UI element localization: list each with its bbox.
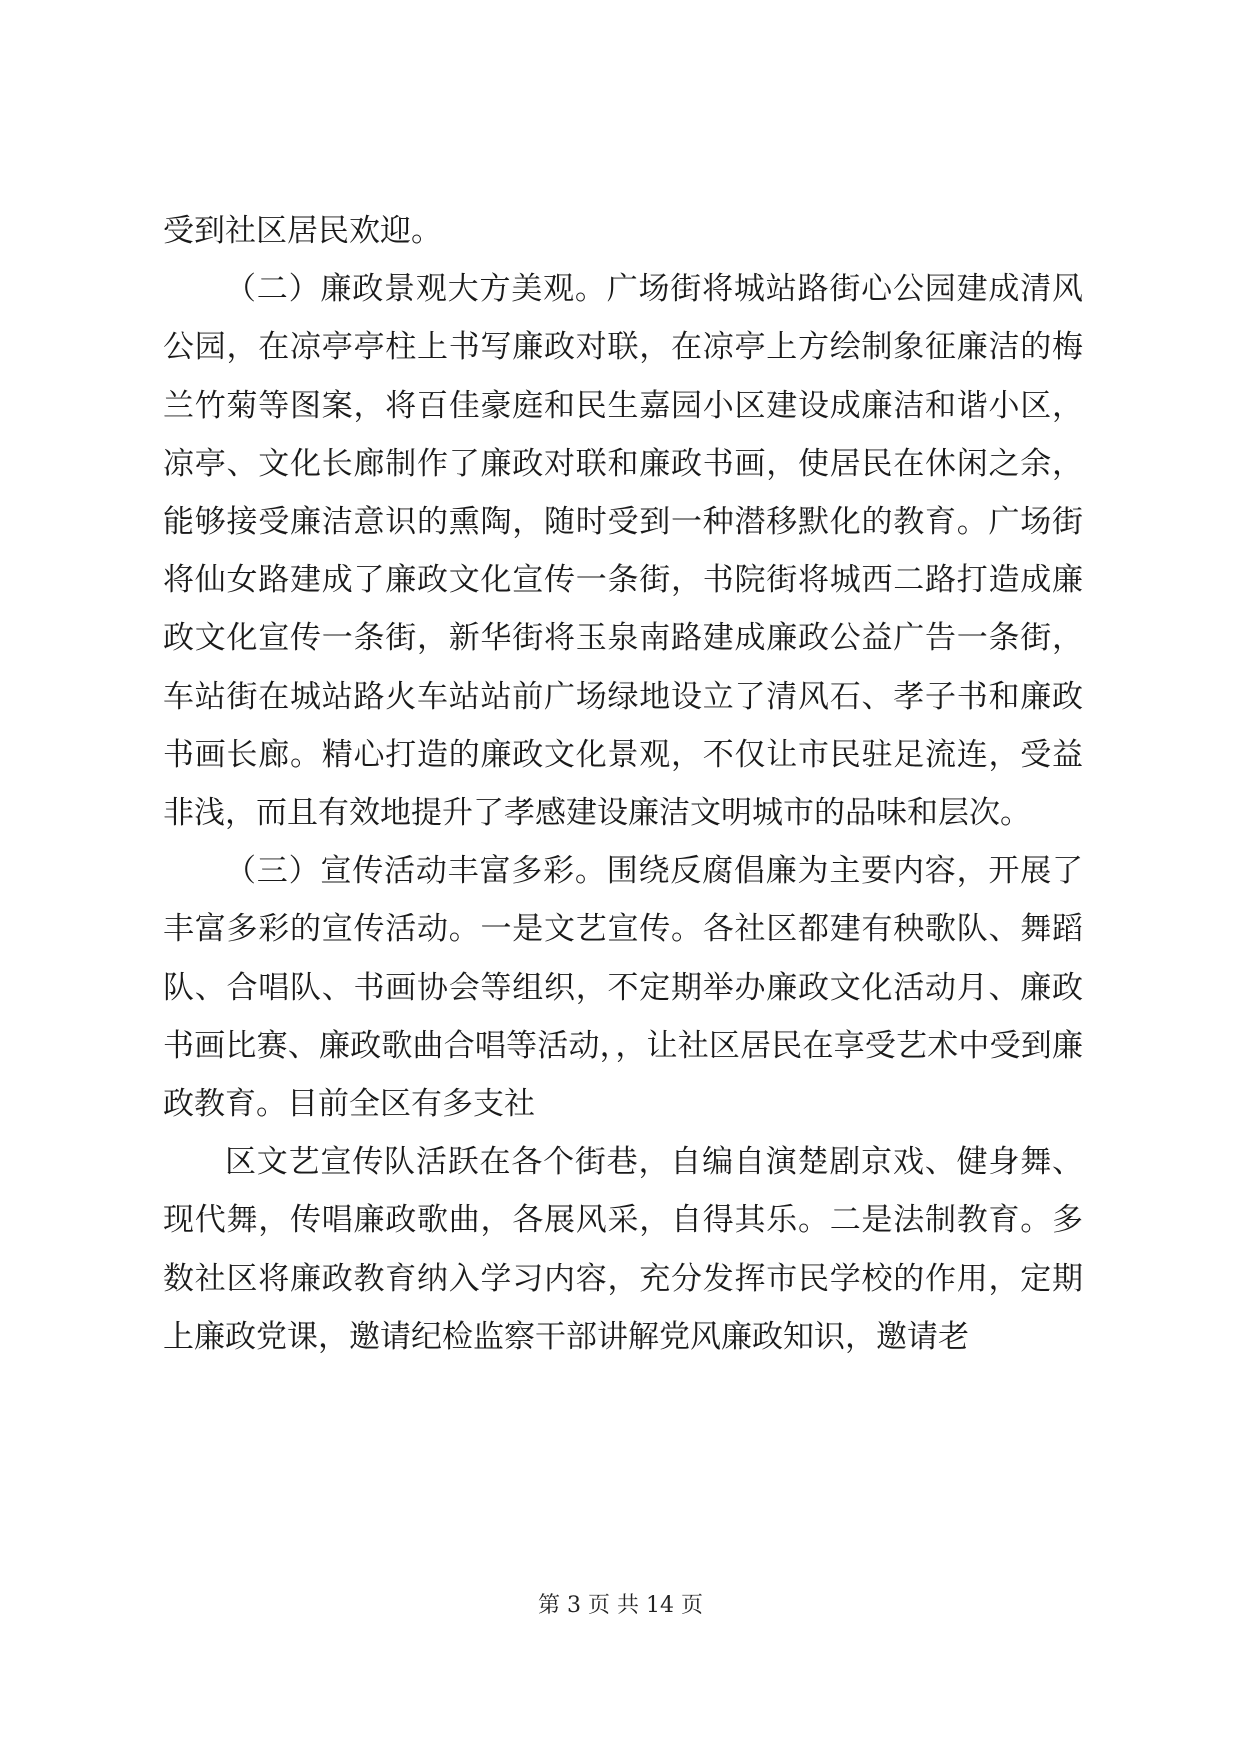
paragraph-landscape: （二）廉政景观大方美观。广场街将城站路街心公园建成清风公园，在凉亭亭柱上书写廉政对联，在凉亭上方绘制象征廉洁的梅兰竹菊等图案，将百佳豪庭和民生嘉园小区建设成廉洁和谐小区，凉亭、文化长廊制作了廉政对联和廉政书画，使居民在休闲之余，能够接受廉洁意识的熏陶，随时受到一种潜移默化的教育。广场街将仙女路建成了廉政文化宣传一条街，书院街将城西二路打造成廉政文化宣传一条街，新华街将玉泉南路建成廉政公益广告一条街，车站街在城站路火车站站前广场绿地设立了清风石、孝子书和廉政书画长廊。精心打造的廉政文化景观，不仅让市民驻足流连，受益非浅，而且有效地提升了孝感建设廉洁文明城市的品味和层次。 (163, 271, 1083, 832)
document-body (163, 202, 1083, 1366)
page-number-footer: 第 3 页 共 14 页 (538, 1593, 703, 1618)
paragraph-continuation: 受到社区居民欢迎。 (163, 213, 442, 249)
paragraph-art-teams: 区文艺宣传队活跃在各个街巷，自编自演楚剧京戏、健身舞、现代舞，传唱廉政歌曲，各展风采，自得其乐。二是法制教育。多数社区将廉政教育纳入学习内容，充分发挥市民学校的作用，定期上廉政党课，邀请纪检监察干部讲解党风廉政知识，邀请老 (163, 1144, 1083, 1355)
paragraph-activities: （三）宣传活动丰富多彩。围绕反腐倡廉为主要内容，开展了丰富多彩的宣传活动。一是文艺宣传。各社区都建有秧歌队、舞蹈队、合唱队、书画协会等组织，不定期举办廉政文化活动月、廉政书画比赛、廉政歌曲合唱等活动，，让社区居民在享受艺术中受到廉政教育。目前全区有多支社 (163, 853, 1083, 1123)
